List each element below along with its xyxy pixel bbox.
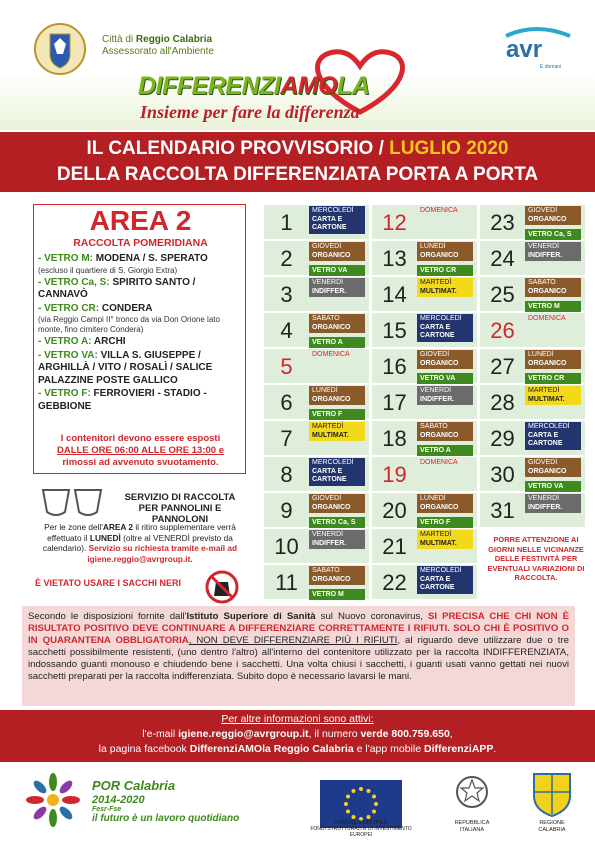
- collection-tag: [417, 314, 473, 342]
- calendar-day: [371, 420, 478, 456]
- glass-zone-label: VETRO VA: [417, 373, 473, 384]
- glass-zone-label: VETRO VA: [525, 481, 581, 492]
- title-line-1: [0, 138, 595, 160]
- waste-type-label: MULTIMAT.: [420, 287, 457, 295]
- weekday-label: SABATO: [312, 567, 340, 574]
- eu-star: [372, 810, 376, 814]
- brand-part-2: AMO: [280, 72, 338, 100]
- collection-tag: [417, 566, 473, 594]
- collection-tag: [417, 278, 473, 297]
- calendar-day: [263, 492, 370, 528]
- collection-tag: [309, 494, 365, 513]
- calendar-day: [263, 348, 370, 384]
- waste-type-label: ORGANICO: [312, 575, 351, 583]
- calendar-day: [263, 456, 370, 492]
- por-years: 2014-2020: [92, 794, 145, 806]
- calendar-day: [263, 384, 370, 420]
- zone-value: FERROVIERI - STADIO - GEBBIONE: [38, 388, 207, 412]
- por-motto: il futuro è un lavoro quotidiano: [92, 813, 240, 824]
- calendar-day: [371, 528, 478, 564]
- waste-type-label: CARTA E: [312, 467, 343, 475]
- waste-type-label: CARTA E: [420, 575, 451, 583]
- day-number: 18: [382, 426, 407, 451]
- contact-email-prefix: l'e-mail: [142, 728, 179, 740]
- collection-tag: [417, 206, 473, 217]
- brand-part-1: DIFFERENZI: [138, 72, 281, 100]
- day-number: 24: [490, 246, 515, 271]
- cal-caption-2: CALABRIA: [538, 826, 566, 833]
- zone-value: MODENA / S. SPERATO: [93, 253, 208, 264]
- waste-type-label: ORGANICO: [312, 395, 351, 403]
- weekday-label: SABATO: [528, 279, 556, 286]
- calendar-day: [479, 240, 586, 276]
- weekday-label: VENERDÌ: [528, 243, 560, 250]
- info-part-1: Secondo le disposizioni fornite dall': [28, 611, 187, 622]
- waste-type-label: ORGANICO: [528, 467, 567, 475]
- service-text-d: LUNEDÌ: [89, 532, 121, 543]
- weekday-label: GIOVEDÌ: [312, 495, 342, 502]
- waste-type-label: CARTA E: [420, 323, 451, 331]
- collection-tag: [417, 494, 473, 513]
- warning-line-1: I contenitori devono essere esposti: [60, 433, 221, 444]
- slogan: Insieme per fare la differenza: [140, 102, 360, 122]
- info-part-6: , al riguardo deve utilizzare due o tre sacchetti possibilmente resistenti, (uno dentro l'altro) all'interno del contenitore utilizzato per la raccolta INDIFFERENZIATA, indossando guanti monouso e chiudendo bene i sacchetti. Una volta chiusi i sacchetti, i guanti usati vanno gettati nei nuovi sacchetti preparati per la raccolta indifferenziata. Subito dopo è necessario lavarsi le mani.: [28, 635, 570, 683]
- weekday-label: SABATO: [312, 315, 340, 322]
- waste-type-label: CARTONE: [420, 332, 455, 339]
- diaper-service: [33, 482, 246, 600]
- eu-star: [374, 802, 378, 806]
- collection-tag: [417, 242, 473, 261]
- collection-tag: [417, 422, 473, 441]
- calendar-day: [263, 204, 370, 240]
- collection-tag: [525, 242, 581, 261]
- covid-info: [22, 606, 575, 706]
- title-line-1-a: IL CALENDARIO PROVVISORIO /: [86, 138, 390, 159]
- glass-zone-label: VETRO Ca, S: [309, 517, 365, 528]
- day-number: 19: [382, 462, 407, 487]
- day-number: 3: [280, 282, 293, 307]
- waste-type-label: ORGANICO: [312, 251, 351, 259]
- eu-star: [346, 795, 350, 799]
- waste-type-label: INDIFFER.: [528, 503, 563, 511]
- collection-tag: [417, 350, 473, 369]
- glass-zone-label: VETRO Ca, S: [525, 229, 581, 240]
- calendar-day: [371, 564, 478, 600]
- weekday-label: DOMENICA: [420, 207, 458, 214]
- zone-value: ARCHI: [91, 336, 126, 347]
- collection-tag: [525, 386, 581, 405]
- collection-tag: [309, 386, 365, 405]
- weekday-label: MERCOLEDÌ: [528, 423, 570, 430]
- day-number: 7: [280, 426, 293, 451]
- ital-caption-1: REPUBBLICA: [454, 820, 490, 826]
- ital-caption-2: ITALIANA: [459, 826, 485, 833]
- collection-tag: [525, 458, 581, 477]
- collection-tag: [525, 422, 581, 450]
- contact-email[interactable]: igiene.reggio@avrgroup.it: [178, 728, 309, 740]
- calendar-day: [371, 240, 478, 276]
- city-label: [102, 34, 214, 58]
- area-title: AREA 2: [89, 205, 192, 236]
- calendar-day: [371, 312, 478, 348]
- service-text-c: il ritiro supplementare verrà effettuato il: [47, 522, 236, 543]
- collection-tag: [309, 422, 365, 441]
- day-number: 30: [490, 462, 515, 487]
- calendar-day: [371, 456, 478, 492]
- day-number: 17: [382, 390, 407, 415]
- collection-tag: [309, 566, 365, 585]
- city-crest-icon: [30, 22, 90, 76]
- glass-zone-label: VETRO A: [309, 337, 365, 348]
- por-calabria: [92, 778, 239, 824]
- calendar-day: [263, 276, 370, 312]
- weekday-label: LUNEDÌ: [528, 351, 554, 358]
- waste-type-label: ORGANICO: [420, 431, 459, 439]
- waste-type-label: ORGANICO: [528, 215, 567, 223]
- weekday-label: GIOVEDÌ: [420, 351, 450, 358]
- zone-key: - VETRO M:: [38, 253, 93, 264]
- glass-zone-label: VETRO M: [309, 589, 365, 600]
- weekday-label: DOMENICA: [528, 315, 566, 322]
- eu-caption-1: UNIONE EUROPEA: [334, 820, 388, 826]
- city-name: Reggio Calabria: [135, 34, 213, 45]
- facebook-prefix: la pagina facebook: [98, 743, 190, 755]
- city-prefix: Città di: [102, 34, 136, 45]
- calendar-day: [371, 492, 478, 528]
- facebook-page[interactable]: DifferenziAMOla Reggio Calabria: [189, 743, 354, 755]
- weekday-label: MARTEDÌ: [420, 531, 452, 538]
- day-number: 1: [280, 210, 293, 235]
- info-part-3: sul Nuovo coronavirus,: [315, 611, 428, 622]
- footer: [0, 762, 595, 842]
- eu-star: [359, 787, 363, 791]
- zone-key: - VETRO Ca, S:: [38, 276, 110, 288]
- waste-type-label: ORGANICO: [420, 359, 459, 367]
- eu-star: [372, 795, 376, 799]
- calendar-day: [479, 420, 586, 456]
- day-number: 28: [490, 390, 515, 415]
- calendar-day: [263, 420, 370, 456]
- contact-line-1: Per altre informazioni sono attivi:: [221, 713, 374, 725]
- title-line-2: DELLA RACCOLTA DIFFERENZIATA PORTA A PORTA: [56, 164, 539, 185]
- contact-comma: ,: [449, 728, 453, 740]
- zone-value: VILLA S. GIUSEPPE / ARGHILLÀ / VITO / ROSALÌ / SALICE PALAZZINE POSTE GALLICO: [38, 349, 213, 386]
- zone-value: CONDERA: [99, 302, 153, 314]
- calendar-day: [479, 384, 586, 420]
- eu-star: [346, 810, 350, 814]
- zone-key: - VETRO CR:: [38, 302, 100, 314]
- zone-note: (via Reggio Campi II° tronco da via Don Orione lato monte, fino cimitero Condera): [38, 315, 220, 334]
- info-part-4: SI PRECISA CHE CHI NON È RISULTATO POSITIVO DEVE CONTINUARE A DIFFERENZIARE CORRETTAMENTE I RIFIUTI. SOLO CHI È POSITIVO O IN QUARANTENA OBBLIGATORIA: [28, 611, 569, 647]
- contact-band: [0, 710, 595, 762]
- collection-tag: [417, 530, 473, 549]
- collection-tag: [309, 242, 365, 261]
- day-number: 2: [280, 246, 293, 271]
- por-title: POR Calabria: [92, 778, 176, 793]
- contact-line-3: [0, 743, 595, 756]
- weekday-label: MERCOLEDÌ: [312, 207, 354, 214]
- weekday-label: GIOVEDÌ: [528, 207, 558, 214]
- day-number: 11: [275, 570, 298, 595]
- day-number: 23: [490, 210, 515, 235]
- day-number: 4: [280, 318, 293, 343]
- day-number: 21: [382, 534, 407, 559]
- app-name[interactable]: DifferenziAPP: [423, 743, 494, 755]
- warning-line-2: DALLE ORE 06:00 ALLE ORE 13:00 e: [56, 445, 224, 456]
- zone-item: [38, 388, 244, 413]
- service-text-e: (oltre al VENERDÌ previsto da calendario).: [42, 532, 233, 553]
- weekday-label: MARTEDÌ: [528, 387, 560, 394]
- waste-type-label: CARTA E: [312, 215, 343, 223]
- collection-tag: [417, 458, 473, 469]
- weekday-label: SABATO: [420, 423, 448, 430]
- avr-logo: [496, 26, 580, 74]
- eu-caption-2: FONDI STRUTTURALI E DI INVESTIMENTO EUROPEI: [310, 826, 412, 838]
- zone-item: [38, 253, 244, 276]
- holiday-note: PORRE ATTENZIONE AI GIORNI NELLE VICINANZE DELLE FESTIVITÀ PER EVENTUALI VARIAZIONI DI RACCOLTA.: [487, 535, 585, 582]
- glass-zone-label: VETRO VA: [309, 265, 365, 276]
- waste-type-label: INDIFFER.: [420, 395, 455, 403]
- collection-tag: [525, 206, 581, 225]
- collection-tag: [309, 458, 365, 486]
- weekday-label: VENERDÌ: [312, 531, 344, 538]
- calendar-day: [479, 492, 586, 528]
- waste-type-label: CARTONE: [312, 476, 347, 483]
- day-number: 31: [490, 498, 515, 523]
- calendar-day: [479, 204, 586, 240]
- waste-type-label: ORGANICO: [312, 503, 351, 511]
- service-email-request: Servizio su richiesta tramite e-mail ad igiene.reggio@avrgroup.it.: [87, 543, 238, 564]
- weekday-label: MARTEDÌ: [312, 423, 344, 430]
- waste-type-label: INDIFFER.: [528, 251, 563, 259]
- calendar-day: [371, 348, 478, 384]
- weekday-label: VENERDÌ: [420, 387, 452, 394]
- zone-item: [38, 303, 244, 336]
- avr-subtext: E domani: [540, 64, 562, 70]
- cal-caption-1: REGIONE: [539, 820, 565, 826]
- weekday-label: MARTEDÌ: [420, 279, 452, 286]
- por-fund: Fesr-Fse: [92, 806, 122, 813]
- day-number: 20: [382, 498, 407, 523]
- day-number: 13: [382, 246, 407, 271]
- calabria-region-caption: [522, 820, 582, 833]
- zone-note: (escluso il quartiere di S. Giorgio Extra): [38, 265, 178, 275]
- app-prefix: e l'app mobile: [353, 743, 424, 755]
- glass-zone-label: VETRO F: [309, 409, 365, 420]
- brand-part-3: LA: [337, 72, 370, 100]
- weekday-label: VENERDÌ: [528, 495, 560, 502]
- day-number: 6: [280, 390, 293, 415]
- exposure-warning: [34, 433, 247, 469]
- day-number: 14: [382, 282, 407, 307]
- calendar-day: [479, 348, 586, 384]
- calendar-day: [371, 276, 478, 312]
- zone-key: - VETRO A:: [38, 336, 92, 347]
- collection-tag: [525, 350, 581, 369]
- day-number: 5: [280, 354, 293, 379]
- glass-zone-label: VETRO A: [417, 445, 473, 456]
- covid-info-text: [28, 611, 569, 684]
- info-part-5: , NON DEVE DIFFERENZIARE PIÙ I RIFIUTI: [188, 635, 398, 647]
- collection-tag: [309, 206, 365, 234]
- waste-type-label: MULTIMAT.: [528, 395, 565, 403]
- service-text-b: AREA 2: [102, 522, 134, 532]
- collection-tag: [309, 314, 365, 333]
- day-number: 12: [382, 210, 407, 235]
- collection-tag: [309, 350, 365, 361]
- weekday-label: LUNEDÌ: [312, 387, 338, 394]
- warning-line-3: rimossi ad avvenuto svuotamento.: [62, 457, 219, 468]
- zone-key: - VETRO F:: [38, 388, 91, 399]
- waste-type-label: ORGANICO: [528, 287, 567, 295]
- calendar-day: [479, 456, 586, 492]
- glass-zone-label: VETRO CR: [525, 373, 581, 384]
- day-number: 16: [382, 354, 407, 379]
- calendar-day: [479, 276, 586, 312]
- weekday-label: GIOVEDÌ: [528, 459, 558, 466]
- day-number: 8: [280, 462, 293, 487]
- calendar-day: [371, 384, 478, 420]
- title-month: LUGLIO 2020: [389, 138, 509, 159]
- weekday-label: DOMENICA: [312, 351, 350, 358]
- calendar-day: [263, 528, 370, 564]
- waste-type-label: CARTONE: [528, 440, 563, 447]
- waste-type-label: ORGANICO: [528, 359, 567, 367]
- waste-type-label: CARTA E: [528, 431, 559, 439]
- waste-type-label: MULTIMAT.: [420, 539, 457, 547]
- day-number: 25: [490, 282, 515, 307]
- black-bags-warning: È VIETATO USARE I SACCHI NERI: [35, 578, 182, 588]
- weekday-label: VENERDÌ: [312, 279, 344, 286]
- zone-item: [38, 336, 244, 349]
- weekday-label: DOMENICA: [420, 459, 458, 466]
- calendar-day: [263, 312, 370, 348]
- collection-tag: [525, 314, 581, 325]
- day-number: 9: [280, 498, 293, 523]
- calabria-region-emblem-icon: [530, 770, 574, 818]
- avr-text: avr: [506, 36, 543, 63]
- info-part-2: Istituto Superiore di Sanità: [186, 611, 316, 622]
- weekday-label: LUNEDÌ: [420, 495, 446, 502]
- day-number: 27: [490, 354, 515, 379]
- waste-type-label: INDIFFER.: [312, 539, 347, 547]
- italian-republic-emblem-icon: [452, 770, 492, 816]
- contact-phone-prefix: , il numero: [308, 728, 361, 740]
- eu-star: [344, 802, 348, 806]
- zone-list: [38, 253, 244, 414]
- brand-logo: [138, 72, 468, 106]
- contact-end: .: [493, 743, 497, 755]
- collection-tag: [417, 386, 473, 405]
- day-number: 26: [490, 318, 515, 343]
- glass-zone-label: VETRO M: [525, 301, 581, 312]
- zone-key: - VETRO VA:: [38, 349, 98, 361]
- glass-zone-label: VETRO F: [417, 517, 473, 528]
- calendar-day: [479, 312, 586, 348]
- italian-republic-caption: [440, 820, 504, 833]
- contact-line-2: [0, 728, 595, 741]
- collection-tag: [525, 494, 581, 513]
- city-department: Assessorato all'Ambiente: [102, 46, 214, 57]
- collection-tag: [309, 278, 365, 297]
- service-text: [35, 522, 245, 564]
- weekday-label: MERCOLEDÌ: [420, 567, 462, 574]
- area-subtitle: RACCOLTA POMERIDIANA: [73, 237, 208, 249]
- calendar-day: [263, 564, 370, 600]
- zone-item: [38, 277, 244, 302]
- eu-star: [367, 815, 371, 819]
- collection-tag: [525, 278, 581, 297]
- diaper-icon: [37, 484, 107, 520]
- weekday-label: MERCOLEDÌ: [312, 459, 354, 466]
- por-calabria-logo-icon: [20, 770, 86, 830]
- waste-type-label: CARTONE: [420, 584, 455, 591]
- day-number: 22: [382, 570, 407, 595]
- eu-star: [367, 789, 371, 793]
- waste-type-label: MULTIMAT.: [312, 431, 349, 439]
- glass-zone-label: VETRO CR: [417, 265, 473, 276]
- day-number: 10: [274, 534, 299, 559]
- day-number: 29: [490, 426, 515, 451]
- weekday-label: MERCOLEDÌ: [420, 315, 462, 322]
- eu-star: [352, 789, 356, 793]
- area-box: [33, 204, 246, 474]
- zone-item: [38, 350, 244, 388]
- service-title: SERVIZIO DI RACCOLTA PER PANNOLINI E PANNOLONI: [124, 492, 236, 525]
- eu-star: [352, 815, 356, 819]
- service-text-a: Per le zone dell': [44, 522, 103, 532]
- waste-type-label: ORGANICO: [420, 251, 459, 259]
- zone-value: SPIRITO SANTO / CANNAVÒ: [38, 276, 196, 300]
- calendar-day: [263, 240, 370, 276]
- title-band: [0, 132, 595, 192]
- weekday-label: GIOVEDÌ: [312, 243, 342, 250]
- calendar-day: [371, 204, 478, 240]
- no-black-bag-icon: [205, 570, 239, 604]
- waste-type-label: INDIFFER.: [312, 287, 347, 295]
- weekday-label: LUNEDÌ: [420, 243, 446, 250]
- eu-caption: [300, 820, 422, 838]
- waste-type-label: CARTONE: [312, 224, 347, 231]
- waste-type-label: ORGANICO: [420, 503, 459, 511]
- day-number: 15: [382, 318, 407, 343]
- contact-phone[interactable]: verde 800.759.650: [360, 728, 450, 740]
- waste-type-label: ORGANICO: [312, 323, 351, 331]
- collection-tag: [309, 530, 365, 549]
